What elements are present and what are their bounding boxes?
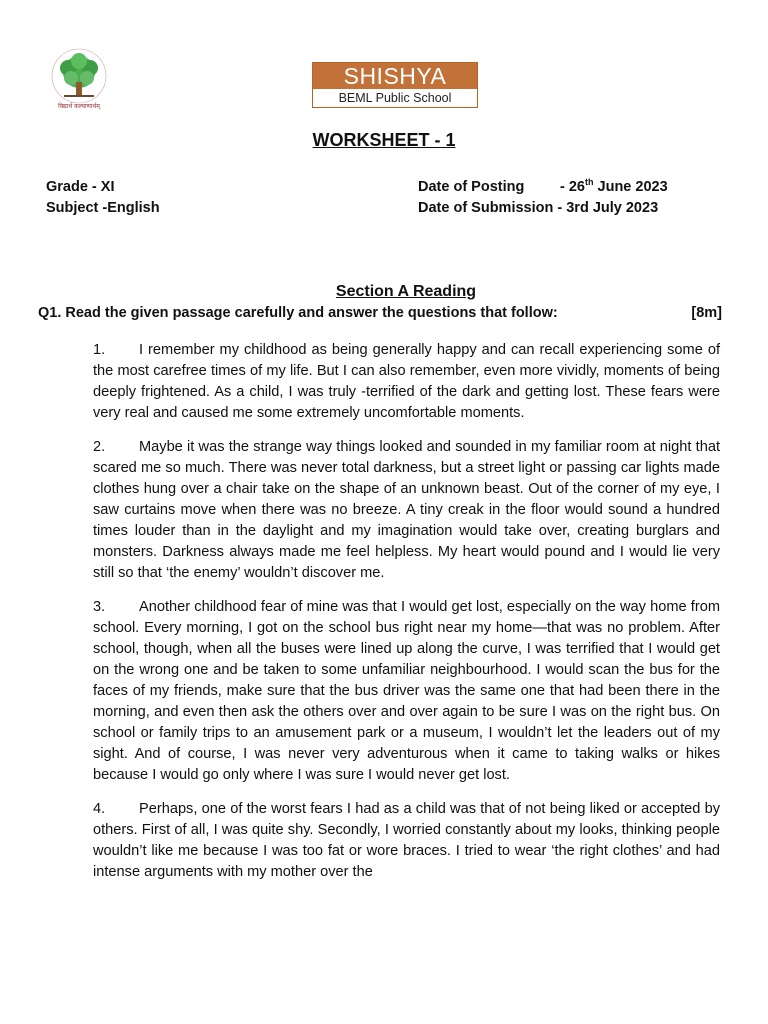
posting-rest: June 2023 xyxy=(593,179,668,195)
date-of-submission: Date of Submission - 3rd July 2023 xyxy=(418,200,659,216)
subject: Subject -English xyxy=(46,200,160,216)
tree-icon xyxy=(44,46,114,112)
paragraph-number: 3. xyxy=(93,599,106,615)
reading-passage xyxy=(93,340,720,896)
question-1 xyxy=(38,305,722,321)
meta-right xyxy=(418,177,668,219)
school-logo-subtitle: BEML Public School xyxy=(338,91,452,105)
posting-sup: th xyxy=(585,177,594,188)
paragraph-number: 2. xyxy=(93,439,106,455)
paragraph-text: Another childhood fear of mine was that I would get lost, especially on the way home from school. Every morning, I got on the school bus right near my home—that was no problem. After school, though, when all the buses were lined up along the curve, I was terrified that I would get on the wrong one and be taken to some unfamiliar neighbourhood. I would scan the bus for the faces of my friends, make sure that the bus driver was the same one that had been there in the morning, and even then ask the others over and over again to be sure I was on the right bus. On school or family trips to an amusement park or a museum, I wouldn’t let the leaders out of my sight. And of course, I was never very adventurous when it came to taking walks or hikes because I would go only where I was sure I would never get lost. xyxy=(93,599,720,783)
question-text: Q1. Read the given passage carefully and answer the questions that follow: xyxy=(38,305,558,321)
grade: Grade - XI xyxy=(46,179,115,195)
worksheet-title: WORKSHEET - 1 xyxy=(312,130,456,150)
paragraph xyxy=(93,437,720,584)
school-logo-name: SHISHYA xyxy=(313,63,477,89)
paragraph xyxy=(93,799,720,883)
posting-dash: - 26 xyxy=(560,179,585,195)
paragraph-text: Perhaps, one of the worst fears I had as a child was that of not being liked or accepted by others. First of all, I was quite shy. Secondly, I worried constantly about my looks, thinking people wouldn’t like me because I was too fat or wore braces. I tried to wear ‘the right clothes’ and had intense arguments with my mother over the xyxy=(93,801,720,880)
meta-left xyxy=(46,177,160,219)
question-marks: [8m] xyxy=(691,305,722,321)
section-title: Section A Reading xyxy=(335,283,477,300)
paragraph xyxy=(93,340,720,424)
paragraph-number: 4. xyxy=(93,801,106,817)
paragraph-text: Maybe it was the strange way things looked and sounded in my familiar room at night that scared me so much. There was never total darkness, but a street light or passing car lights made clothes hung over a chair take on the shape of an unknown beast. Out of the corner of my eye, I saw curtains move when there was no breeze. A tiny creak in the floor would sound a hundred times louder than in the daylight and my imagination would take over, creating burglars and monsters. Darkness always made me feel helpless. My heart would pound and I would lie very still so that ‘the enemy’ wouldn’t discover me. xyxy=(93,439,720,581)
paragraph xyxy=(93,597,720,786)
trust-logo xyxy=(44,46,114,112)
posting-label: Date of Posting xyxy=(418,179,525,195)
school-logo xyxy=(312,62,478,108)
date-of-posting xyxy=(418,177,668,198)
trust-logo-caption: विद्यार्थ कल्याणार्थम् xyxy=(58,103,100,110)
paragraph-text: I remember my childhood as being generally happy and can recall experiencing some of the most carefree times of my life. But I can also remember, even more vividly, moments of being deeply frightened. As a child, I was truly -terrified of the dark and getting lost. These fears were very real and caused me some extremely uncomfortable moments. xyxy=(93,342,720,421)
paragraph-number: 1. xyxy=(93,342,106,358)
